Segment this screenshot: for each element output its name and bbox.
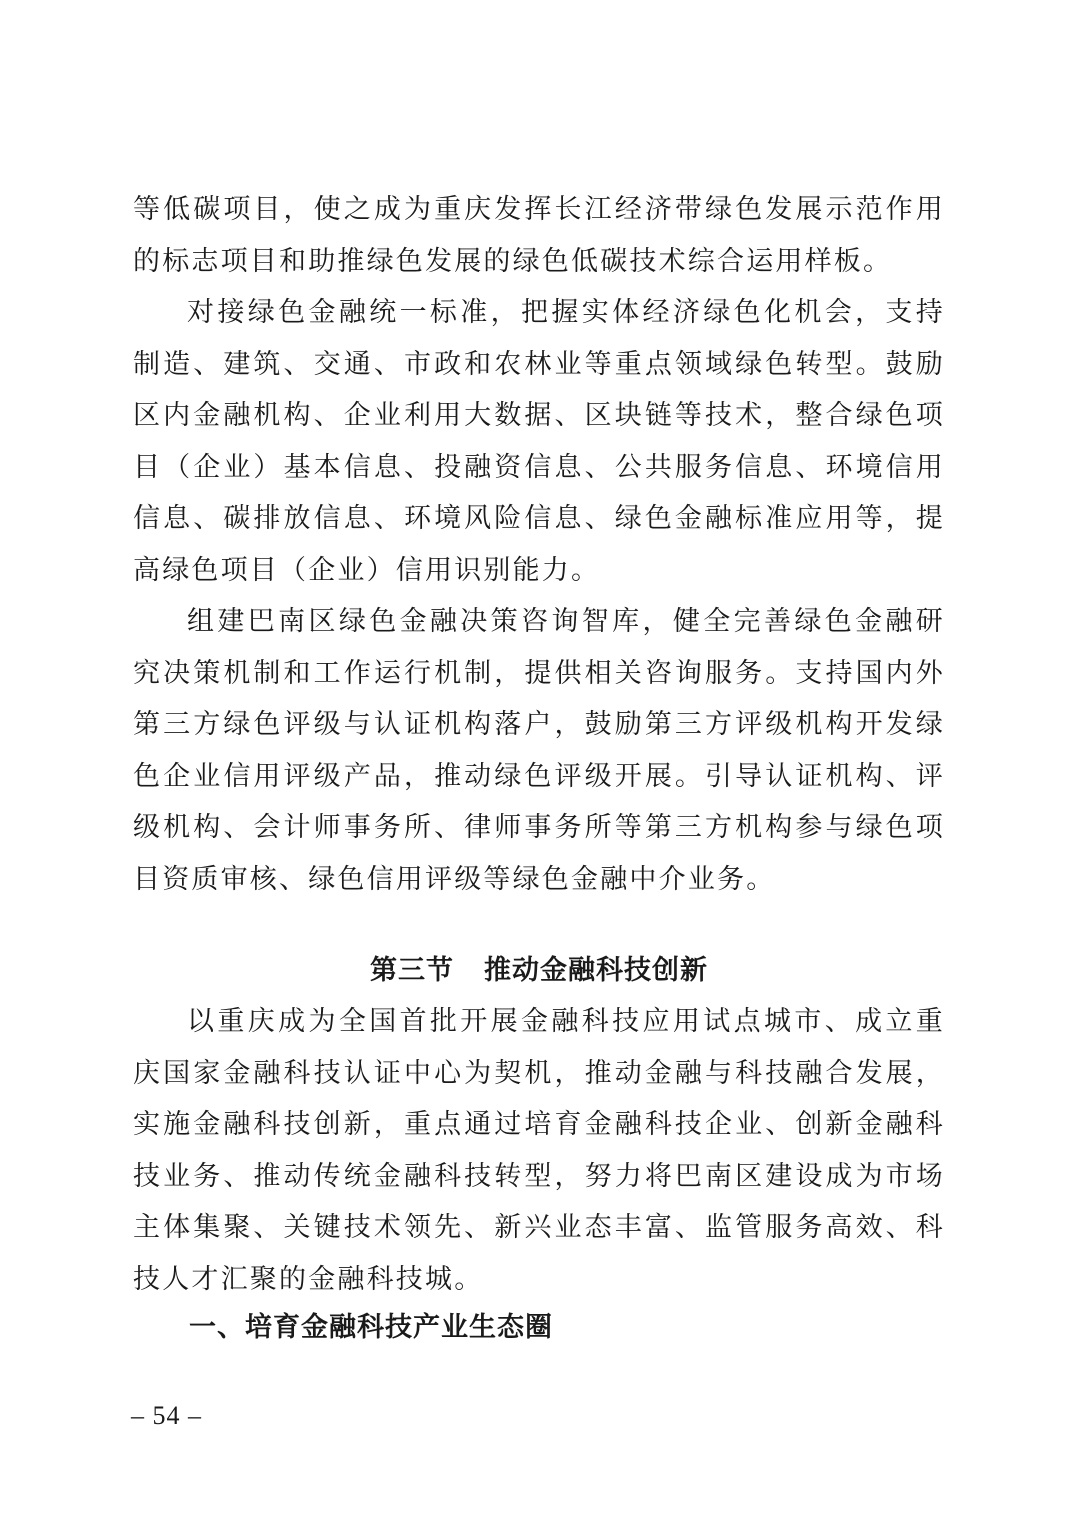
- body-paragraph-3: 组建巴南区绿色金融决策咨询智库，健全完善绿色金融研究决策机制和工作运行机制，提供相关咨询服务。支持国内外第三方绿色评级与认证机构落户，鼓励第三方评级机构开发绿色企业信用评级产品，推动绿色评级开展。引导认证机构、评级机构、会计师事务所、律师事务所等第三方机构参与绿色项目资质审核、绿色信用评级等绿色金融中介业务。: [133, 606, 945, 895]
- body-paragraph-1: 等低碳项目，使之成为重庆发挥长江经济带绿色发展示范作用的标志项目和助推绿色发展的绿色低碳技术综合运用样板。: [133, 194, 945, 277]
- body-paragraph-2: 对接绿色金融统一标准，把握实体经济绿色化机会，支持制造、建筑、交通、市政和农林业等重点领域绿色转型。鼓励区内金融机构、企业利用大数据、区块链等技术，整合绿色项目（企业）基本信息、投融资信息、公共服务信息、环境信用信息、碳排放信息、环境风险信息、绿色金融标准应用等，提高绿色项目（企业）信用识别能力。: [133, 297, 945, 586]
- section-heading: [133, 945, 945, 997]
- section-title: 推动金融科技创新: [484, 955, 708, 986]
- subsection-heading: 一、培育金融科技产业生态圈: [189, 1312, 553, 1343]
- body-paragraph-4: 以重庆成为全国首批开展金融科技应用试点城市、成立重庆国家金融科技认证中心为契机，推动金融与科技融合发展，实施金融科技创新，重点通过培育金融科技企业、创新金融科技业务、推动传统金融科技转型，努力将巴南区建设成为市场主体集聚、关键技术领先、新兴业态丰富、监管服务高效、科技人才汇聚的金融科技城。: [133, 1006, 945, 1295]
- section-number: 第三节: [370, 955, 454, 986]
- page-number: – 54 –: [131, 1401, 202, 1430]
